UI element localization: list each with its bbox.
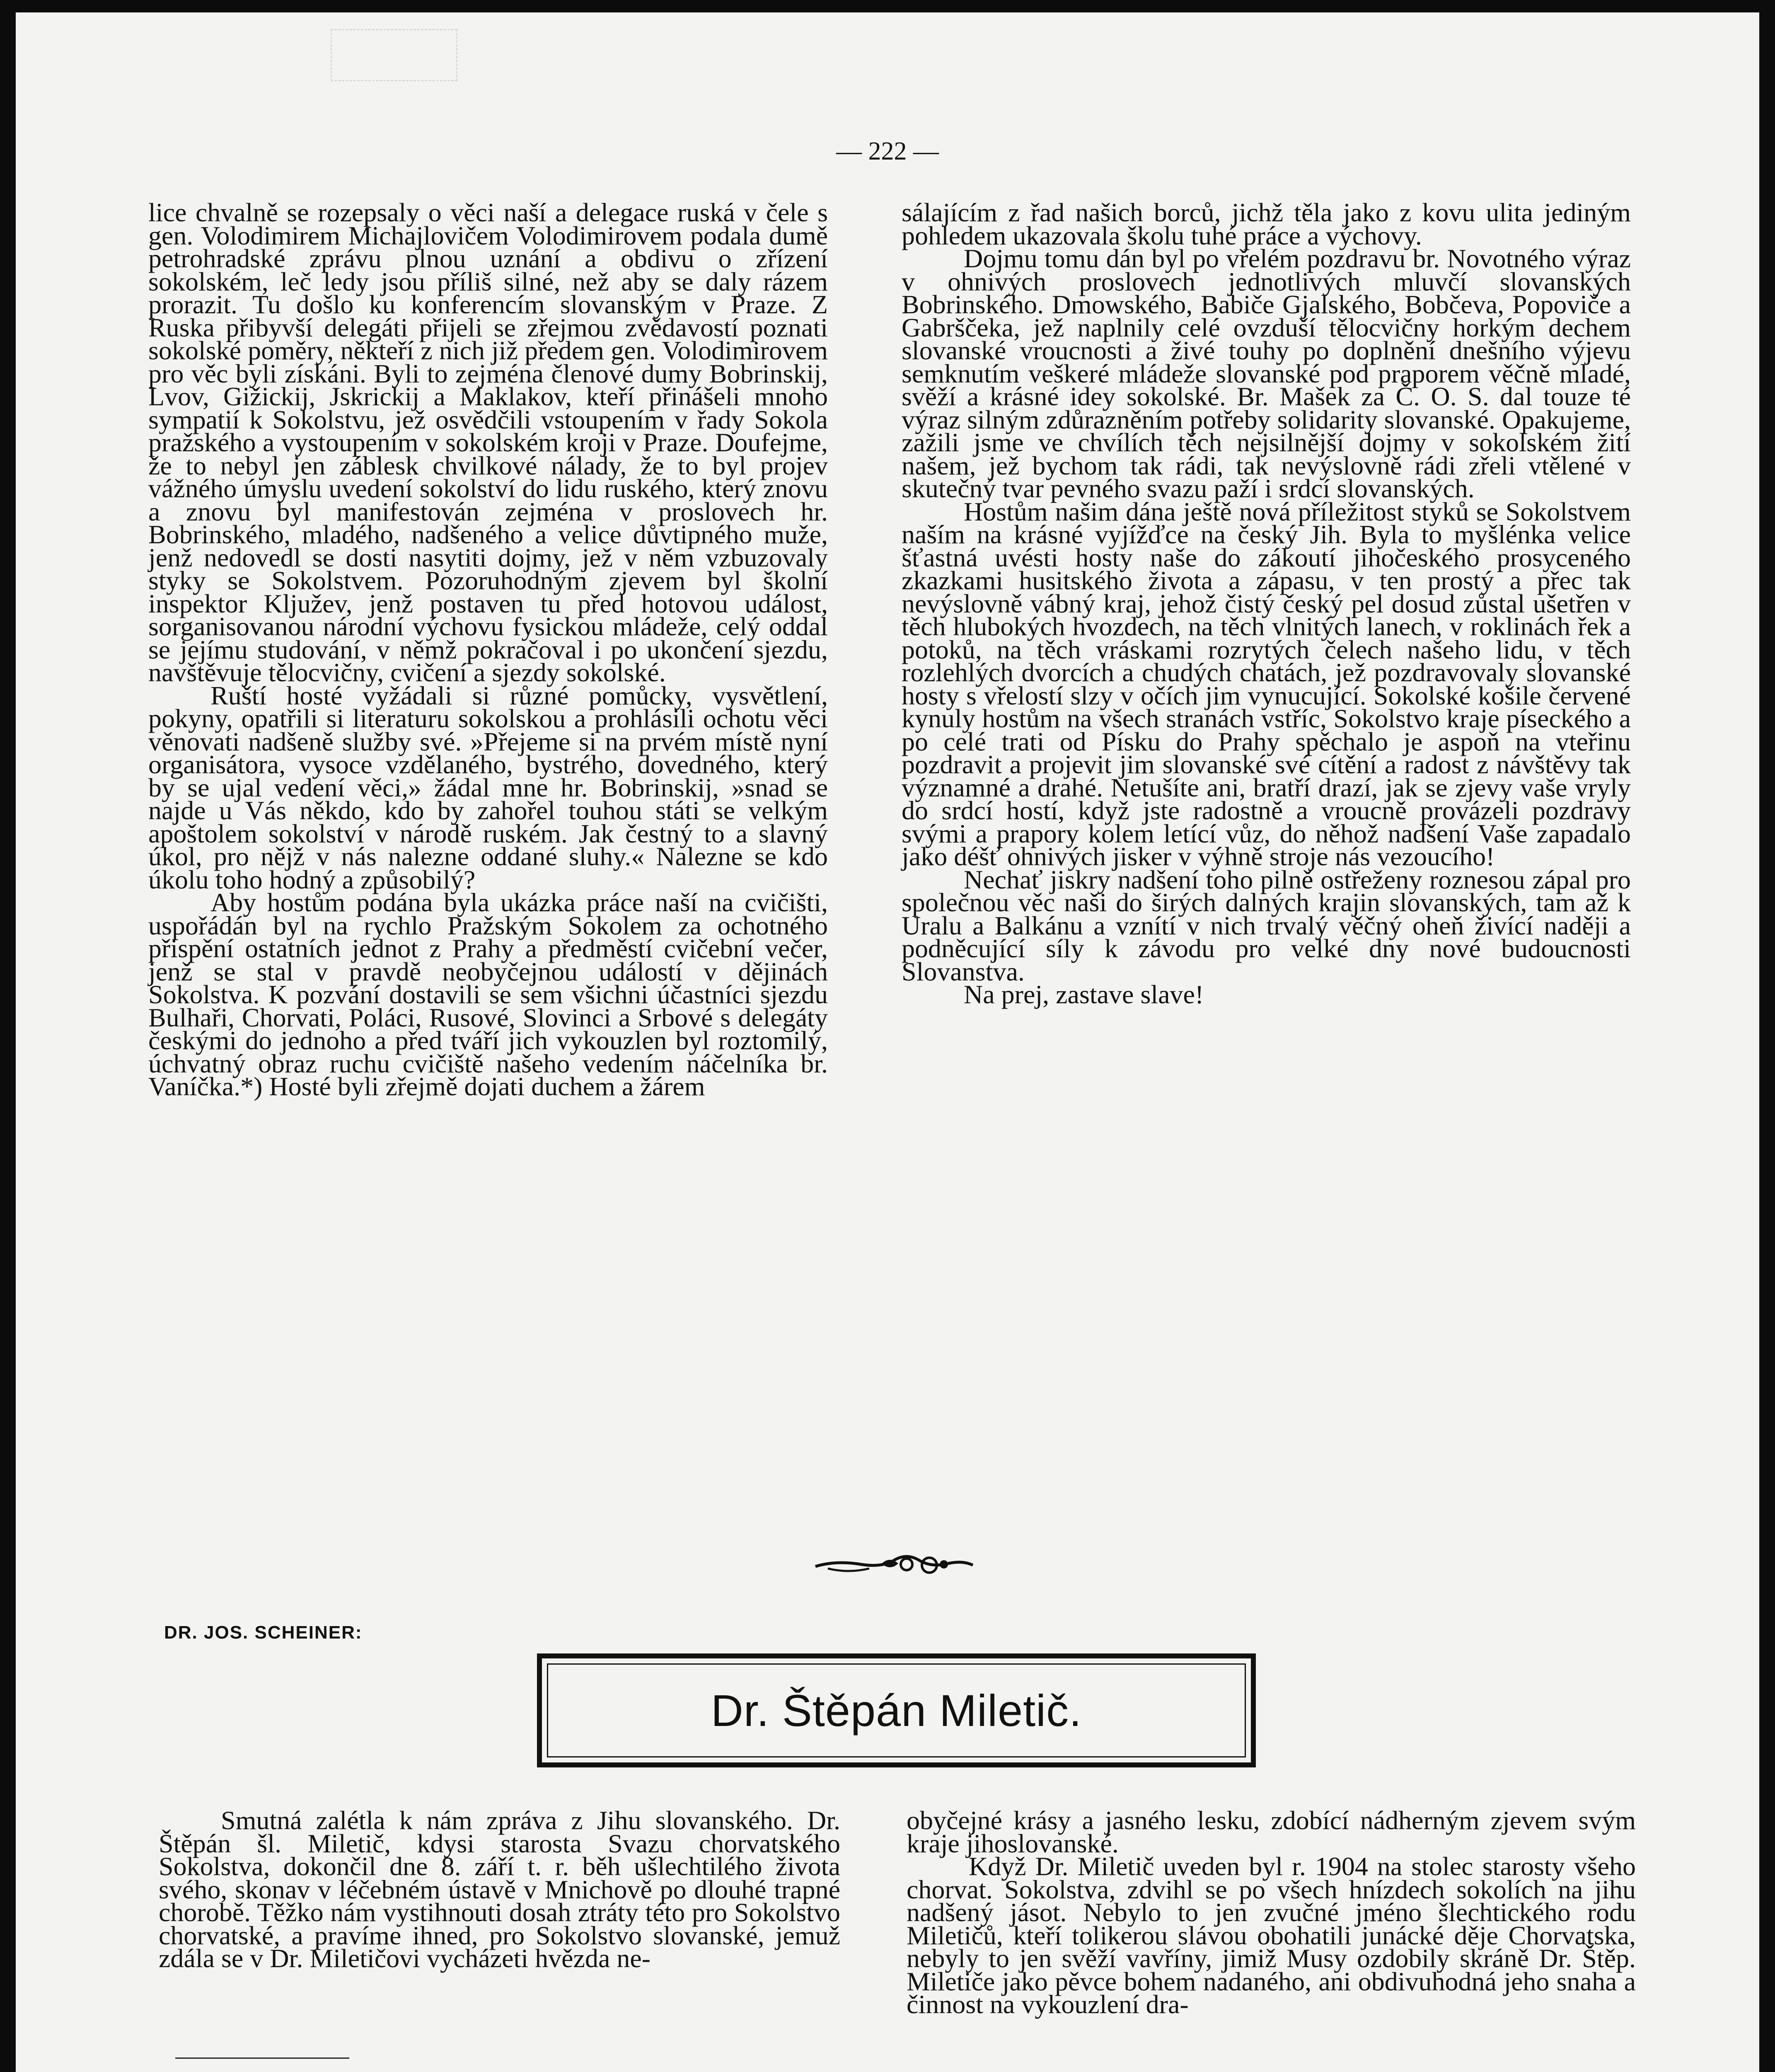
article1-right-paragraph: Dojmu tomu dán byl po vřelém pozdravu br. Novotného výraz v ohnivých proslovech jednotlivých mluvčí slovanských Bobrinského. Dmowského, Babiče Gjalského, Bobčeva, Popoviče a Gabrščeka, jež naplnily celé ovzduší tělocvičny horkým dechem slovanské vroucnosti a živé touhy po doplnění dnešního výjevu semknutím veškeré mládeže slovanské pod praporem věčně mladé, svěží a krásné idey sokolské. Br. Mašek za Č. O. S. dal touze té výraz silným zdůrazněním potřeby solidarity slovanské. Opakujeme, zažili jsme ve chvílích těch nejsilnější dojmy v sokolském žití našem, jež bychom tak rádi, tak nevýslovně rádi zřeli vtělené v skutečný tvar pevného svazu paží i srdcí slovanských. bbox=[902, 244, 1631, 503]
article1-column-right bbox=[902, 198, 1631, 1009]
article1-left-paragraph: lice chvalně se rozepsaly o věci naší a delegace ruská v čele s gen. Volodimirem Michajlovičem Volodimirovem podala dumě petrohradské zprávu plnou uznání a obdivu o zřízení sokolském, leč ledy jsou příliš silné, než aby se daly rázem prorazit. Tu došlo ku konferencím slovanským v Praze. Z Ruska přibyvší delegáti přijeli se zřejmou zvědavostí poznati sokolské poměry, někteří z nich již předem gen. Volodimirovem pro věc byli získáni. Byli to zejména členové dumy Bobrinskij, Lvov, Gižickij, Jskrickij a Maklakov, kteří přinášeli mnoho sympatií k Sokolstvu, jež osvědčili vstoupením v řady Sokola pražského a vystoupením v sokolském kroji v Praze. Doufejme, že to nebyl jen záblesk chvilkové nálady, že to byl projev vážného úmyslu uvedení sokolství do lidu ruského, který znovu a znovu byl manifestován zejména v proslovech hr. Bobrinského, mladého, nadšeného a velice důvtipného muže, jenž nedovedl se dosti nasytiti dojmy, jež v něm vzbuzovaly styky se Sokolstvem. Pozoruhodným zjevem byl školní inspektor Kljužev, jenž postaven tu před hotovou událost, sorganisovanou národní výchovu fysickou mládeže, celý oddal se jejímu studování, v němž pokračoval i po ukončení sjezdu, navštěvuje tělocvičny, cvičení a sjezdy sokolské. bbox=[148, 198, 828, 687]
article2-left-paragraph: Smutná zalétla k nám zpráva z Jihu slovanského. Dr. Štěpán šl. Miletič, kdysi starosta Svazu chorvatského Sokolstva, dokončil dne 8. září t. r. běh ušlechtilého života svého, skonav v léčebném ústavě v Mnichově po dlouhé trapné chorobě. Těžko nám vystihnouti dosah ztráty této pro Sokolstvo chorvatské, a pravíme ihned, pro Sokolstvo slovanské, jemuž zdála se v Dr. Miletičovi vycházeti hvězda ne- bbox=[159, 1806, 840, 1973]
scan-artifact bbox=[331, 29, 457, 81]
article2-column-right bbox=[907, 1806, 1636, 2019]
article1-column-left bbox=[148, 198, 828, 1101]
footnote-rule bbox=[175, 2057, 349, 2059]
article1-left-paragraph: Ruští hosté vyžádali si různé pomůcky, vysvětlení, pokyny, opatřili si literaturu sokolskou a prohlásili ochotu věci věnovati nadšeně služby své. »Přejeme si na prvém místě nyní organisátora, vysoce vzdělaného, bystrého, dovedného, který by se ujal vedení věci,» žádal mne hr. Bobrinskij, »snad se najde u Vás někdo, kdo by zahořel touhou státi se velkým apoštolem sokolství v národě ruském. Jak čestný to a slavný úkol, pro nějž v nás nalezne oddané sluhy.« Nalezne se kdo úkolu toho hodný a způsobilý? bbox=[148, 680, 828, 894]
article1-right-paragraph: Hostům našim dána ještě nová příležitost styků se Sokolstvem naším na krásné vyjížďce na český Jih. Byla to myšlénka velice šťastná uvésti hosty naše do zákoutí jihočeského prosyceného zkazkami husitského života a zápasu, v ten prostý a přec tak nevýslovně vábný kraj, jehož čistý český pel dosud zůstal ušetřen v těch hlubokých hvozdech, na těch vlnitých lanech, v roklinách řek a potoků, na těch vráskami rozrytých čelech našeho lidu, v těch rozlehlých dvorcích a chudých chatách, jež pozdravovaly slovanské hosty s vřelostí slzy v očích jim vynucující. Sokolské košile červené kynuly hostům na všech stranách vstříc, Sokolstvo kraje píseckého a po celé trati od Písku do Prahy spěchalo je aspoň na vteřinu pozdravit a projevit jim slovanské své cítění a radost z návštěvy tak významné a drahé. Netušíte ani, bratří drazí, jak se zjevy vaše vryly do srdcí hostí, když jste radostně a vroucně provázeli pozdravy svými a prapory kolem letící vůz, do něhož nadšení Vaše zapadalo jako déšť ohnivých jisker v výhně stroje nás vezoucího! bbox=[902, 496, 1631, 871]
article2-author: DR. JOS. SCHEINER: bbox=[164, 1622, 363, 1643]
article1-left-paragraph: Aby hostům podána byla ukázka práce naší na cvičišti, uspořádán byl na rychlo Pražským Sokolem za ochotného přispění ostatních jednot z Prahy a předměstí cvičební večer, jenž se stal v pravdě neobyčejnou událostí v dějinách Sokolstva. K pozvání dostavili se sem všichni účastníci sjezdu Bulhaři, Chorvati, Poláci, Rusové, Slovinci a Srbové s delegáty českými do jednoho a před tváří jich vykouzlen byl roztomilý, úchvatný obraz ruchu cvičiště našeho vedením náčelníka br. Vaníčka.*) Hosté byli zřejmě dojati duchem a žárem bbox=[148, 888, 828, 1101]
article1-right-paragraph: Na prej, zastave slave! bbox=[964, 980, 1204, 1009]
scanned-page bbox=[16, 12, 1759, 2072]
article2-right-paragraph: Když Dr. Miletič uveden byl r. 1904 na stolec starosty všeho chorvat. Sokolstva, zdvihl se po všech hnízdech sokolích na jihu nadšený jásot. Nebylo to jen zvučné jméno šlechtického rodu Miletičů, kteří tolikerou slávou obohatili junácké děje Chorvatska, nebyly to jen svěží vavříny, jimiž Musy ozdobily skráně Dr. Štěp. Miletiče jako pěvce bohem nadaného, ani obdivuhodná jeho snaha a činnost na vykouzlení dra- bbox=[907, 1852, 1636, 2019]
article2-right-paragraph: obyčejné krásy a jasného lesku, zdobící nádherným zjevem svým kraje jihoslovanské. bbox=[907, 1806, 1636, 1858]
article1-right-paragraph: Nechať jiskry nadšení toho pilně ostřeženy roznesou zápal pro společnou věc naši do širých dalných krajin slovanských, tam až k Uralu a Balkánu a vznítí v nich trvalý věčný oheň živící naději a podněcující síly k závodu pro velké dny nové budoucnosti Slovanstva. bbox=[902, 864, 1631, 986]
ornament-divider-icon bbox=[811, 1548, 977, 1581]
article2-title-box bbox=[537, 1653, 1256, 1767]
article1-right-paragraph: sálajícím z řad našich borců, jichž těla jako z kovu ulita jediným pohledem ukazovala školu tuhé práce a výchovy. bbox=[902, 198, 1631, 250]
title-box-inner-border bbox=[547, 1663, 1246, 1757]
article2-column-left bbox=[159, 1806, 840, 1973]
page-number: — 222 — bbox=[836, 137, 939, 165]
article2-title: Dr. Štěpán Miletič. bbox=[711, 1685, 1082, 1736]
